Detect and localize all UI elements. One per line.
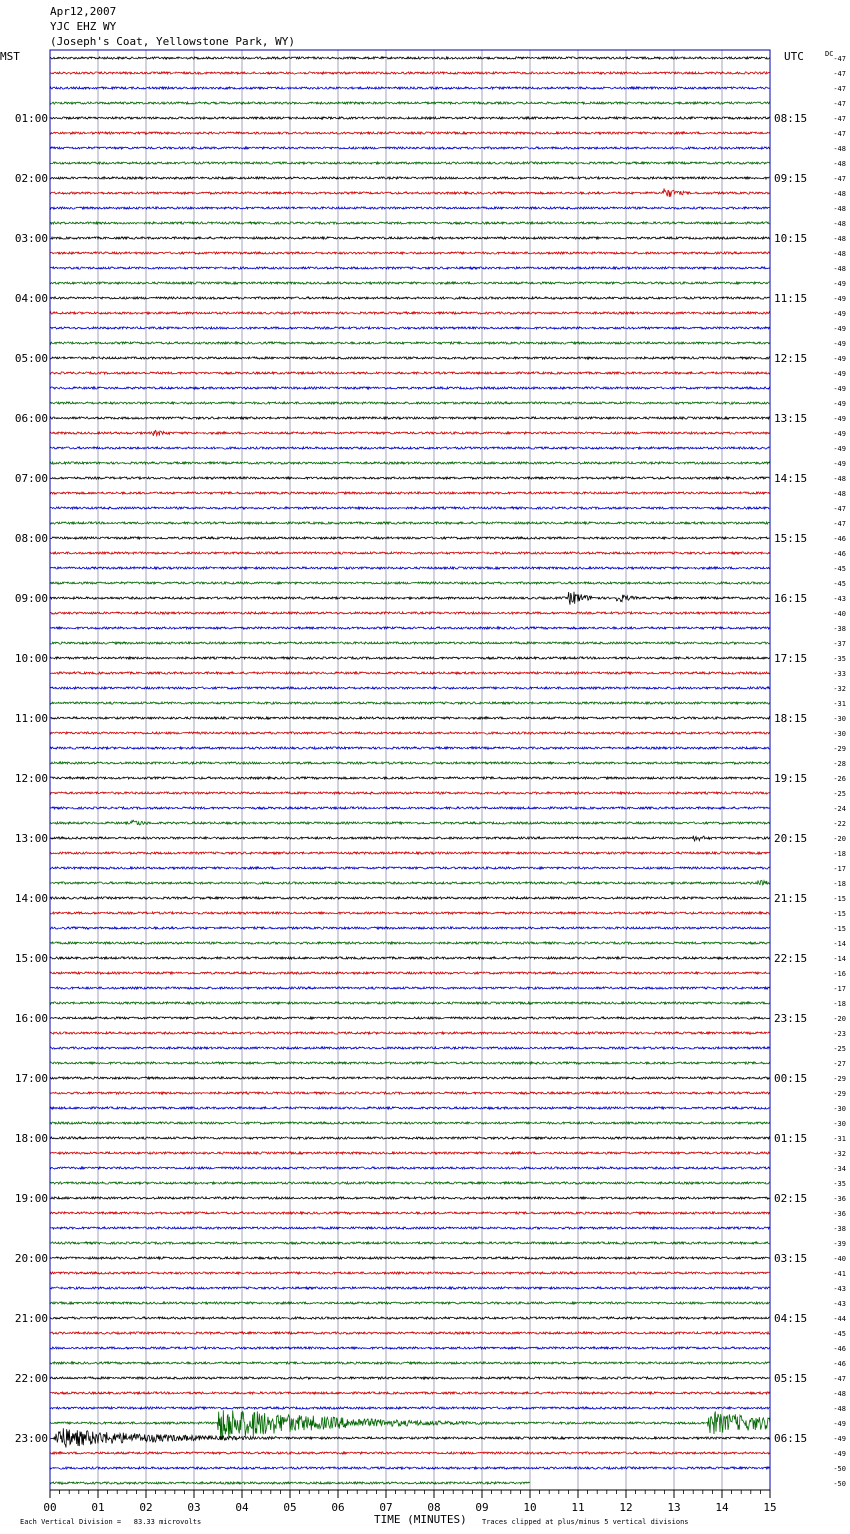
trace-line-10 — [50, 207, 770, 209]
trace-line-36 — [50, 592, 770, 605]
trace-line-26 — [50, 447, 770, 449]
trace-line-78 — [50, 1227, 770, 1229]
trace-line-65 — [50, 1032, 770, 1034]
trace-line-75 — [50, 1182, 770, 1184]
trace-line-60 — [50, 957, 770, 959]
x-tick-label: 13 — [667, 1501, 681, 1514]
dc-offset-label: -46 — [833, 1345, 846, 1353]
left-hour-label: 14:00 — [14, 892, 48, 905]
trace-line-70 — [50, 1107, 770, 1109]
right-hour-label: 20:15 — [774, 832, 808, 845]
record-date: Apr12,2007 — [50, 5, 117, 18]
trace-line-57 — [50, 912, 770, 914]
dc-offset-label: -47 — [833, 55, 846, 63]
dc-offset-label: -37 — [833, 640, 846, 648]
right-hour-label: 03:15 — [774, 1252, 808, 1265]
trace-line-93 — [50, 1452, 770, 1454]
trace-line-18 — [50, 327, 770, 329]
trace-line-80 — [50, 1257, 770, 1259]
trace-line-90 — [50, 1407, 770, 1409]
dc-offset-label: -38 — [833, 1225, 846, 1233]
trace-line-58 — [50, 927, 770, 929]
trace-line-69 — [50, 1092, 770, 1094]
trace-line-25 — [50, 430, 770, 436]
dc-offset-label: -47 — [833, 130, 846, 138]
trace-line-35 — [50, 582, 770, 584]
dc-offset-label: -48 — [833, 1390, 846, 1398]
dc-offset-label: -48 — [833, 250, 846, 258]
trace-line-38 — [50, 627, 770, 629]
left-hour-label: 06:00 — [14, 412, 48, 425]
right-hour-label: 01:15 — [774, 1132, 808, 1145]
trace-line-3 — [50, 102, 770, 104]
dc-offset-label: -48 — [833, 265, 846, 273]
trace-line-30 — [50, 507, 770, 509]
trace-line-68 — [50, 1077, 770, 1079]
dc-offset-label: -47 — [833, 505, 846, 513]
dc-offset-label: -44 — [833, 1315, 846, 1323]
dc-offset-label: -49 — [833, 310, 846, 318]
dc-offset-label: -49 — [833, 1420, 846, 1428]
trace-line-4 — [50, 117, 770, 119]
trace-line-44 — [50, 717, 770, 719]
dc-offset-label: -49 — [833, 385, 846, 393]
trace-line-33 — [50, 552, 770, 554]
right-hour-label: 21:15 — [774, 892, 808, 905]
left-hour-label: 09:00 — [14, 592, 48, 605]
left-hour-label: 20:00 — [14, 1252, 48, 1265]
dc-offset-label: -26 — [833, 775, 846, 783]
dc-offset-label: -35 — [833, 655, 846, 663]
trace-line-34 — [50, 567, 770, 569]
trace-line-8 — [50, 177, 770, 179]
dc-offset-label: -18 — [833, 850, 846, 858]
trace-line-66 — [50, 1047, 770, 1049]
x-tick-label: 03 — [187, 1501, 201, 1514]
x-tick-label: 07 — [379, 1501, 393, 1514]
trace-line-20 — [50, 357, 770, 359]
x-tick-label: 09 — [475, 1501, 489, 1514]
left-hour-label: 22:00 — [14, 1372, 48, 1385]
dc-offset-label: -47 — [833, 70, 846, 78]
trace-line-39 — [50, 642, 770, 644]
trace-line-37 — [50, 612, 770, 614]
dc-offset-label: -49 — [833, 460, 846, 468]
dc-offset-label: -33 — [833, 670, 846, 678]
dc-offset-label: -49 — [833, 340, 846, 348]
left-hour-label: 05:00 — [14, 352, 48, 365]
right-hour-label: 04:15 — [774, 1312, 808, 1325]
dc-offset-label: -49 — [833, 325, 846, 333]
trace-line-41 — [50, 672, 770, 674]
dc-offset-label: -25 — [833, 1045, 846, 1053]
trace-line-50 — [50, 807, 770, 809]
dc-offset-label: -29 — [833, 1075, 846, 1083]
right-hour-label: 08:15 — [774, 112, 808, 125]
trace-line-53 — [50, 852, 770, 854]
dc-offset-label: -46 — [833, 550, 846, 558]
dc-offset-label: -32 — [833, 685, 846, 693]
trace-line-13 — [50, 252, 770, 254]
trace-line-94 — [50, 1467, 770, 1469]
left-hour-label: 11:00 — [14, 712, 48, 725]
left-hour-label: 21:00 — [14, 1312, 48, 1325]
right-hour-label: 10:15 — [774, 232, 808, 245]
trace-line-9 — [50, 188, 770, 197]
trace-line-11 — [50, 222, 770, 224]
trace-line-83 — [50, 1302, 770, 1304]
x-axis — [43, 1490, 776, 1514]
dc-offset-label: -29 — [833, 1090, 846, 1098]
dc-offset-label: -48 — [833, 145, 846, 153]
trace-line-88 — [50, 1377, 770, 1379]
trace-line-63 — [50, 1002, 770, 1004]
trace-line-55 — [50, 880, 770, 885]
trace-line-0 — [50, 57, 770, 59]
right-hour-label: 19:15 — [774, 772, 808, 785]
dc-offset-label: -48 — [833, 475, 846, 483]
x-tick-label: 00 — [43, 1501, 57, 1514]
scale-note: Each Vertical Division = 83.33 microvolts — [20, 1518, 202, 1526]
right-hour-label: 13:15 — [774, 412, 808, 425]
left-hour-label: 19:00 — [14, 1192, 48, 1205]
x-tick-label: 12 — [619, 1501, 633, 1514]
trace-line-31 — [50, 522, 770, 524]
x-tick-label: 05 — [283, 1501, 297, 1514]
dc-offset-label: -31 — [833, 700, 846, 708]
x-tick-label: 14 — [715, 1501, 729, 1514]
dc-offset-label: -49 — [833, 295, 846, 303]
trace-line-89 — [50, 1392, 770, 1394]
right-hour-label: 23:15 — [774, 1012, 808, 1025]
dc-offset-label: -47 — [833, 175, 846, 183]
dc-offset-label: -15 — [833, 925, 846, 933]
trace-line-61 — [50, 972, 770, 974]
trace-line-43 — [50, 702, 770, 704]
dc-offset-label: -30 — [833, 1105, 846, 1113]
trace-line-59 — [50, 942, 770, 944]
right-hour-label: 00:15 — [774, 1072, 808, 1085]
dc-offset-label: -40 — [833, 610, 846, 618]
trace-line-22 — [50, 387, 770, 389]
dc-offset-label: -27 — [833, 1060, 846, 1068]
right-hour-label: 06:15 — [774, 1432, 808, 1445]
dc-offset-label: -46 — [833, 1360, 846, 1368]
right-hour-label: 02:15 — [774, 1192, 808, 1205]
dc-offset-label: -47 — [833, 100, 846, 108]
trace-line-28 — [50, 477, 770, 479]
trace-line-85 — [50, 1332, 770, 1334]
dc-offset-label: -49 — [833, 400, 846, 408]
dc-offset-label: -24 — [833, 805, 846, 813]
dc-offset-label: -49 — [833, 445, 846, 453]
trace-line-7 — [50, 162, 770, 164]
left-hour-label: 01:00 — [14, 112, 48, 125]
x-axis-title: TIME (MINUTES) — [374, 1513, 467, 1526]
trace-line-12 — [50, 237, 770, 239]
x-tick-label: 06 — [331, 1501, 345, 1514]
dc-offset-label: -31 — [833, 1135, 846, 1143]
left-hour-label: 15:00 — [14, 952, 48, 965]
right-hour-labels — [774, 112, 807, 1445]
seismic-traces — [50, 57, 770, 1484]
dc-offset-label: -25 — [833, 790, 846, 798]
dc-offset-label: -15 — [833, 895, 846, 903]
trace-line-48 — [50, 777, 770, 779]
trace-line-46 — [50, 747, 770, 749]
right-hour-label: 05:15 — [774, 1372, 808, 1385]
trace-line-21 — [50, 372, 770, 374]
x-tick-label: 02 — [139, 1501, 153, 1514]
right-hour-label: 22:15 — [774, 952, 808, 965]
dc-offset-label: -49 — [833, 1435, 846, 1443]
x-tick-label: 01 — [91, 1501, 105, 1514]
dc-offset-label: -40 — [833, 1255, 846, 1263]
dc-offset-label: -32 — [833, 1150, 846, 1158]
dc-offset-label: -45 — [833, 580, 846, 588]
trace-line-15 — [50, 282, 770, 284]
left-hour-label: 02:00 — [14, 172, 48, 185]
left-timezone-label: MST — [0, 50, 20, 63]
trace-line-5 — [50, 132, 770, 134]
dc-offset-label: -20 — [833, 1015, 846, 1023]
trace-line-74 — [50, 1167, 770, 1169]
dc-offset-label: -49 — [833, 370, 846, 378]
left-hour-label: 10:00 — [14, 652, 48, 665]
dc-offset-label: -43 — [833, 1285, 846, 1293]
left-hour-label: 16:00 — [14, 1012, 48, 1025]
x-tick-label: 11 — [571, 1501, 585, 1514]
trace-line-62 — [50, 987, 770, 989]
trace-line-54 — [50, 867, 770, 869]
trace-line-86 — [50, 1347, 770, 1349]
trace-line-42 — [50, 687, 770, 689]
dc-offset-label: -30 — [833, 1120, 846, 1128]
trace-line-1 — [50, 72, 770, 74]
dc-offset-label: -41 — [833, 1270, 846, 1278]
dc-offset-label: -47 — [833, 1375, 846, 1383]
dc-offset-label: -23 — [833, 1030, 846, 1038]
dc-offset-label: -48 — [833, 220, 846, 228]
dc-offset-label: -30 — [833, 715, 846, 723]
trace-line-73 — [50, 1152, 770, 1154]
dc-offset-label: -48 — [833, 490, 846, 498]
trace-line-87 — [50, 1362, 770, 1364]
dc-offset-label: -15 — [833, 910, 846, 918]
trace-line-82 — [50, 1287, 770, 1289]
dc-offset-label: -49 — [833, 1450, 846, 1458]
trace-line-17 — [50, 312, 770, 314]
right-timezone-label: UTC — [784, 50, 804, 63]
dc-offset-label: -47 — [833, 85, 846, 93]
left-hour-label: 07:00 — [14, 472, 48, 485]
dc-offset-label: -47 — [833, 520, 846, 528]
trace-line-40 — [50, 657, 770, 659]
dc-offset-label: -30 — [833, 730, 846, 738]
trace-line-29 — [50, 492, 770, 494]
clip-note: Traces clipped at plus/minus 5 vertical divisions — [482, 1518, 689, 1526]
dc-offset-labels — [833, 55, 846, 1488]
trace-line-52 — [50, 836, 770, 841]
trace-line-19 — [50, 342, 770, 344]
trace-line-45 — [50, 732, 770, 734]
trace-line-49 — [50, 792, 770, 794]
dc-offset-label: -48 — [833, 1405, 846, 1413]
left-hour-label: 13:00 — [14, 832, 48, 845]
dc-offset-label: -36 — [833, 1195, 846, 1203]
dc-offset-label: -18 — [833, 1000, 846, 1008]
dc-offset-label: -17 — [833, 985, 846, 993]
dc-offset-label: -50 — [833, 1480, 846, 1488]
left-hour-label: 03:00 — [14, 232, 48, 245]
dc-offset-label: -22 — [833, 820, 846, 828]
dc-offset-label: -45 — [833, 1330, 846, 1338]
trace-line-76 — [50, 1197, 770, 1199]
trace-line-6 — [50, 147, 770, 149]
left-hour-label: 12:00 — [14, 772, 48, 785]
left-hour-label: 17:00 — [14, 1072, 48, 1085]
dc-offset-label: -45 — [833, 565, 846, 573]
dc-offset-label: -49 — [833, 415, 846, 423]
dc-offset-label: -38 — [833, 625, 846, 633]
dc-offset-label: -34 — [833, 1165, 846, 1173]
x-tick-label: 15 — [763, 1501, 777, 1514]
dc-offset-label: -43 — [833, 595, 846, 603]
trace-line-23 — [50, 402, 770, 404]
trace-line-71 — [50, 1122, 770, 1124]
dc-offset-label: -29 — [833, 745, 846, 753]
left-hour-label: 18:00 — [14, 1132, 48, 1145]
left-hour-label: 08:00 — [14, 532, 48, 545]
right-hour-label: 09:15 — [774, 172, 808, 185]
right-hour-label: 11:15 — [774, 292, 808, 305]
dc-offset-header: DC — [825, 50, 834, 58]
dc-offset-label: -46 — [833, 535, 846, 543]
trace-line-72 — [50, 1137, 770, 1139]
dc-offset-label: -16 — [833, 970, 846, 978]
dc-offset-label: -49 — [833, 280, 846, 288]
left-hour-labels — [15, 112, 48, 1445]
dc-offset-label: -36 — [833, 1210, 846, 1218]
trace-line-84 — [50, 1317, 770, 1319]
station-code: YJC EHZ WY — [50, 20, 117, 33]
right-hour-label: 14:15 — [774, 472, 808, 485]
dc-offset-label: -14 — [833, 955, 846, 963]
dc-offset-label: -20 — [833, 835, 846, 843]
trace-line-47 — [50, 762, 770, 764]
left-hour-label: 04:00 — [14, 292, 48, 305]
plot-frame — [50, 50, 770, 1490]
x-tick-label: 04 — [235, 1501, 249, 1514]
trace-line-92 — [50, 1428, 770, 1447]
trace-line-56 — [50, 897, 770, 899]
dc-offset-label: -47 — [833, 115, 846, 123]
dc-offset-label: -18 — [833, 880, 846, 888]
trace-line-14 — [50, 267, 770, 269]
right-hour-label: 16:15 — [774, 592, 808, 605]
dc-offset-label: -17 — [833, 865, 846, 873]
left-hour-label: 23:00 — [14, 1432, 48, 1445]
trace-line-16 — [50, 297, 770, 299]
dc-offset-label: -35 — [833, 1180, 846, 1188]
trace-line-51 — [50, 820, 770, 825]
trace-line-32 — [50, 537, 770, 539]
trace-line-27 — [50, 462, 770, 464]
trace-line-2 — [50, 87, 770, 89]
trace-line-24 — [50, 417, 770, 419]
trace-line-64 — [50, 1017, 770, 1019]
dc-offset-label: -49 — [833, 355, 846, 363]
dc-offset-label: -48 — [833, 190, 846, 198]
trace-line-67 — [50, 1062, 770, 1064]
right-hour-label: 17:15 — [774, 652, 808, 665]
dc-offset-label: -28 — [833, 760, 846, 768]
dc-offset-label: -48 — [833, 160, 846, 168]
right-hour-label: 15:15 — [774, 532, 808, 545]
dc-offset-label: -43 — [833, 1300, 846, 1308]
trace-line-79 — [50, 1242, 770, 1244]
station-location: (Joseph's Coat, Yellowstone Park, WY) — [50, 35, 296, 48]
x-tick-label: 08 — [427, 1501, 441, 1514]
dc-offset-label: -14 — [833, 940, 846, 948]
dc-offset-label: -50 — [833, 1465, 846, 1473]
trace-line-77 — [50, 1212, 770, 1214]
right-hour-label: 12:15 — [774, 352, 808, 365]
dc-offset-label: -49 — [833, 430, 846, 438]
dc-offset-label: -48 — [833, 205, 846, 213]
right-hour-label: 18:15 — [774, 712, 808, 725]
x-tick-label: 10 — [523, 1501, 537, 1514]
trace-line-81 — [50, 1272, 770, 1274]
dc-offset-label: -39 — [833, 1240, 846, 1248]
dc-offset-label: -48 — [833, 235, 846, 243]
